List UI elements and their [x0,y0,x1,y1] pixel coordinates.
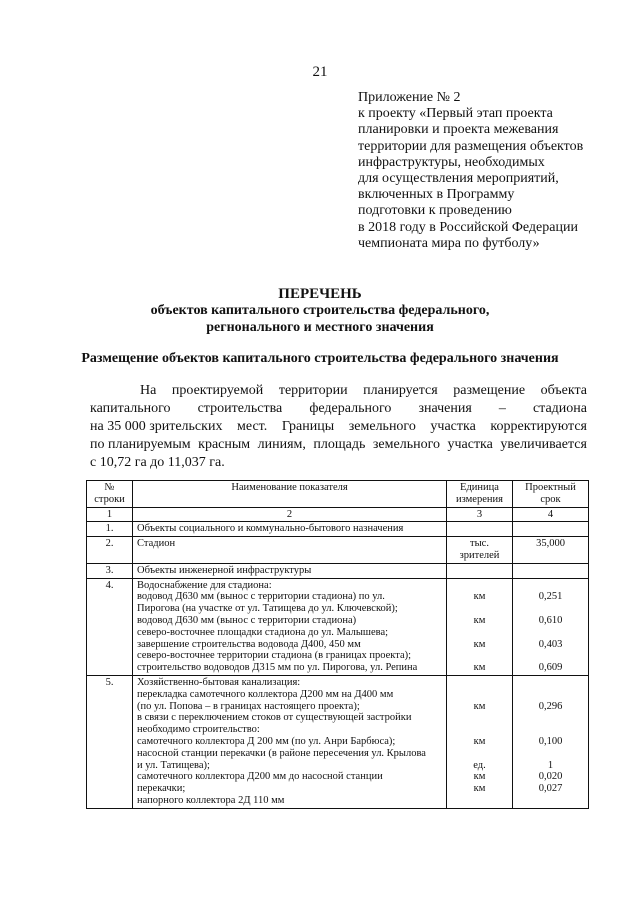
indicator-name-line: напорного коллектора 2Д 110 мм [137,794,285,806]
indicator-name [133,578,447,675]
appendix-line: планировки и проекта межевания [358,122,559,138]
unit-cell-line: км [473,783,486,795]
indicator-name-line: водовод Д630 мм (вынос с территории стадиона) [137,614,357,626]
value-cell-line: 0,296 [538,700,563,712]
unit-cell [447,578,513,675]
unit-cell-line [451,712,508,724]
indicator-name-line: завершение строительства водовода Д400, 450 мм [137,638,361,650]
unit-cell-line: ед. [473,759,486,771]
indicator-name [133,537,447,564]
appendix-line: территории для размещения объектов [358,138,584,154]
header-unit: Единица измерения [447,481,513,508]
body-paragraph [90,382,587,472]
unit-cell-line: км [473,735,486,747]
appendix-line: к проекту «Первый этап проекта [358,106,553,122]
value-cell-line [517,523,584,535]
table-row [87,578,589,675]
indicator-name-line: северо-восточнее площадки стадиона до ул. Малышева; [137,626,389,638]
unit-cell [447,563,513,578]
value-cell-line: 0,610 [538,614,563,626]
value-cell-line [517,565,584,577]
value-cell-line [517,603,584,615]
indicator-name-line: в связи с переключением стоков от существующей застройки [137,712,412,724]
value-cell-line [517,748,584,760]
unit-cell-line [451,603,508,615]
indicator-name-line: перекладка самотечного коллектора Д200 мм на Д400 мм [137,688,394,700]
table-row [87,675,589,808]
indicator-name-line: водовод Д630 мм (вынос с территории стадиона) по ул. [137,591,385,603]
indicator-name-line: и ул. Татищева); [137,759,210,771]
indicator-name-line: Стадион [137,538,176,550]
value-cell-line: 0,403 [538,638,563,650]
value-cell-line: 0,027 [538,783,563,795]
value-cell-line: 0,100 [538,735,563,747]
value-cell [513,578,589,675]
value-cell-line: 0,020 [538,771,563,783]
unit-cell-line [451,724,508,736]
table-row [87,563,589,578]
unit-cell-line: км [473,662,486,674]
unit-cell-line: км [473,700,486,712]
document-title: ПЕРЕЧЕНЬ [278,286,362,302]
value-cell-line [517,689,584,701]
row-number: 2. [87,537,133,564]
indicator-name-line: Пирогова (на участке от ул. Татищева до ул. Ключевской); [137,603,398,615]
value-cell-line [517,712,584,724]
unit-cell [447,675,513,808]
indicator-name [133,563,447,578]
value-cell-line [517,677,584,689]
unit-cell-line [451,580,508,592]
document-subtitle-line2: регнонального и местного значения [206,320,434,335]
row-number: 3. [87,563,133,578]
paragraph-line: по планируемым красным линиям, площадь земельного участка увеличивается [90,437,587,452]
value-cell-line: 35,000 [536,538,565,550]
value-cell [513,675,589,808]
unit-cell-line: км [473,771,486,783]
unit-cell-line [451,650,508,662]
table-row [87,522,589,537]
unit-cell-line: км [473,591,486,603]
value-cell-line [517,580,584,592]
indicator-name-line: Хозяйственно-бытовая канализация: [137,676,301,688]
unit-cell-line: км [473,614,486,626]
table-column-numbers-row [87,507,589,522]
column-number: 4 [513,507,589,522]
header-row-number: № строки [87,481,133,508]
appendix-line: чемпионата мира по футболу» [358,235,540,251]
unit-cell [447,537,513,564]
unit-cell-line [451,523,508,535]
unit-cell-line: тыс. [470,538,489,550]
unit-cell-line [451,677,508,689]
indicator-name-line: строительство водоводов Д315 мм по ул. Пирогова, ул. Репина [137,662,418,674]
indicator-name-line: перекачки; [137,783,186,795]
column-number: 1 [87,507,133,522]
table-header-row [87,481,589,508]
header-design-value: Проектный срок [513,481,589,508]
indicator-name-line: (по ул. Попова – в границах настоящего проекта); [137,700,360,712]
value-cell-line [517,724,584,736]
value-cell [513,537,589,564]
appendix-line: включенных в Программу [358,187,515,203]
indicator-name [133,675,447,808]
unit-cell-line [451,627,508,639]
appendix-line: Приложение № 2 [358,90,461,105]
page-number: 21 [312,64,328,80]
indicator-name-line: самотечного коллектора Д 200 мм (по ул. Анри Барбюса); [137,735,396,747]
unit-cell-line [451,565,508,577]
value-cell-line [517,627,584,639]
value-cell-line [517,650,584,662]
value-cell-line [517,550,584,562]
unit-cell-line: зрителей [459,549,500,561]
column-number: 3 [447,507,513,522]
row-number: 4. [87,578,133,675]
document-subtitle-line1: объектов капитального строительства федерального, [150,303,490,318]
appendix-block [358,90,583,252]
indicator-name-line: самотечного коллектора Д200 мм до насосной станции [137,771,383,783]
unit-cell-line [451,795,508,807]
appendix-line: в 2018 году в Российской Федерации [358,219,578,235]
indicator-name-line: северо-восточнее территории стадиона (в границах проекта); [137,650,412,662]
value-cell-line: 1 [547,759,554,771]
indicator-name-line: Объекты инженерной инфраструктуры [137,564,312,576]
column-number: 2 [133,507,447,522]
indicator-name [133,522,447,537]
unit-cell-line [451,689,508,701]
indicator-name-line: необходимо строительство: [137,724,260,736]
paragraph-line: На проектируемой территории планируется размещение объекта [140,383,587,398]
unit-cell-line [451,748,508,760]
paragraph-line: капитального строительства федерального значения – стадиона [90,401,587,416]
indicator-name-line [137,550,442,562]
indicator-name-line: насосной станции перекачки (в районе пересечения ул. Крылова [137,747,426,759]
value-cell [513,522,589,537]
table-row [87,537,589,564]
paragraph-line: на 35 000 зрительских мест. Границы земельного участка корректируются [90,419,587,434]
appendix-line: для осуществления мероприятий, [358,171,559,187]
paragraph-line: с 10,72 га до 11,037 га. [90,455,225,470]
value-cell [513,563,589,578]
appendix-line: подготовки к проведению [358,203,512,219]
value-cell-line: 0,251 [538,591,563,603]
appendix-line: инфраструктуры, необходимых [358,154,545,170]
value-cell-line [517,795,584,807]
value-cell-line: 0,609 [538,662,563,674]
row-number: 5. [87,675,133,808]
indicator-name-line: Объекты социального и коммунально-бытового назначения [137,523,404,535]
indicators-table [86,480,589,809]
header-indicator-name: Наименование показателя [133,481,447,508]
section-heading: Размещение объектов капитального строительства федерального значения [81,351,559,366]
row-number: 1. [87,522,133,537]
unit-cell [447,522,513,537]
indicator-name-line: Водоснабжение для стадиона: [137,579,272,591]
unit-cell-line: км [473,638,486,650]
